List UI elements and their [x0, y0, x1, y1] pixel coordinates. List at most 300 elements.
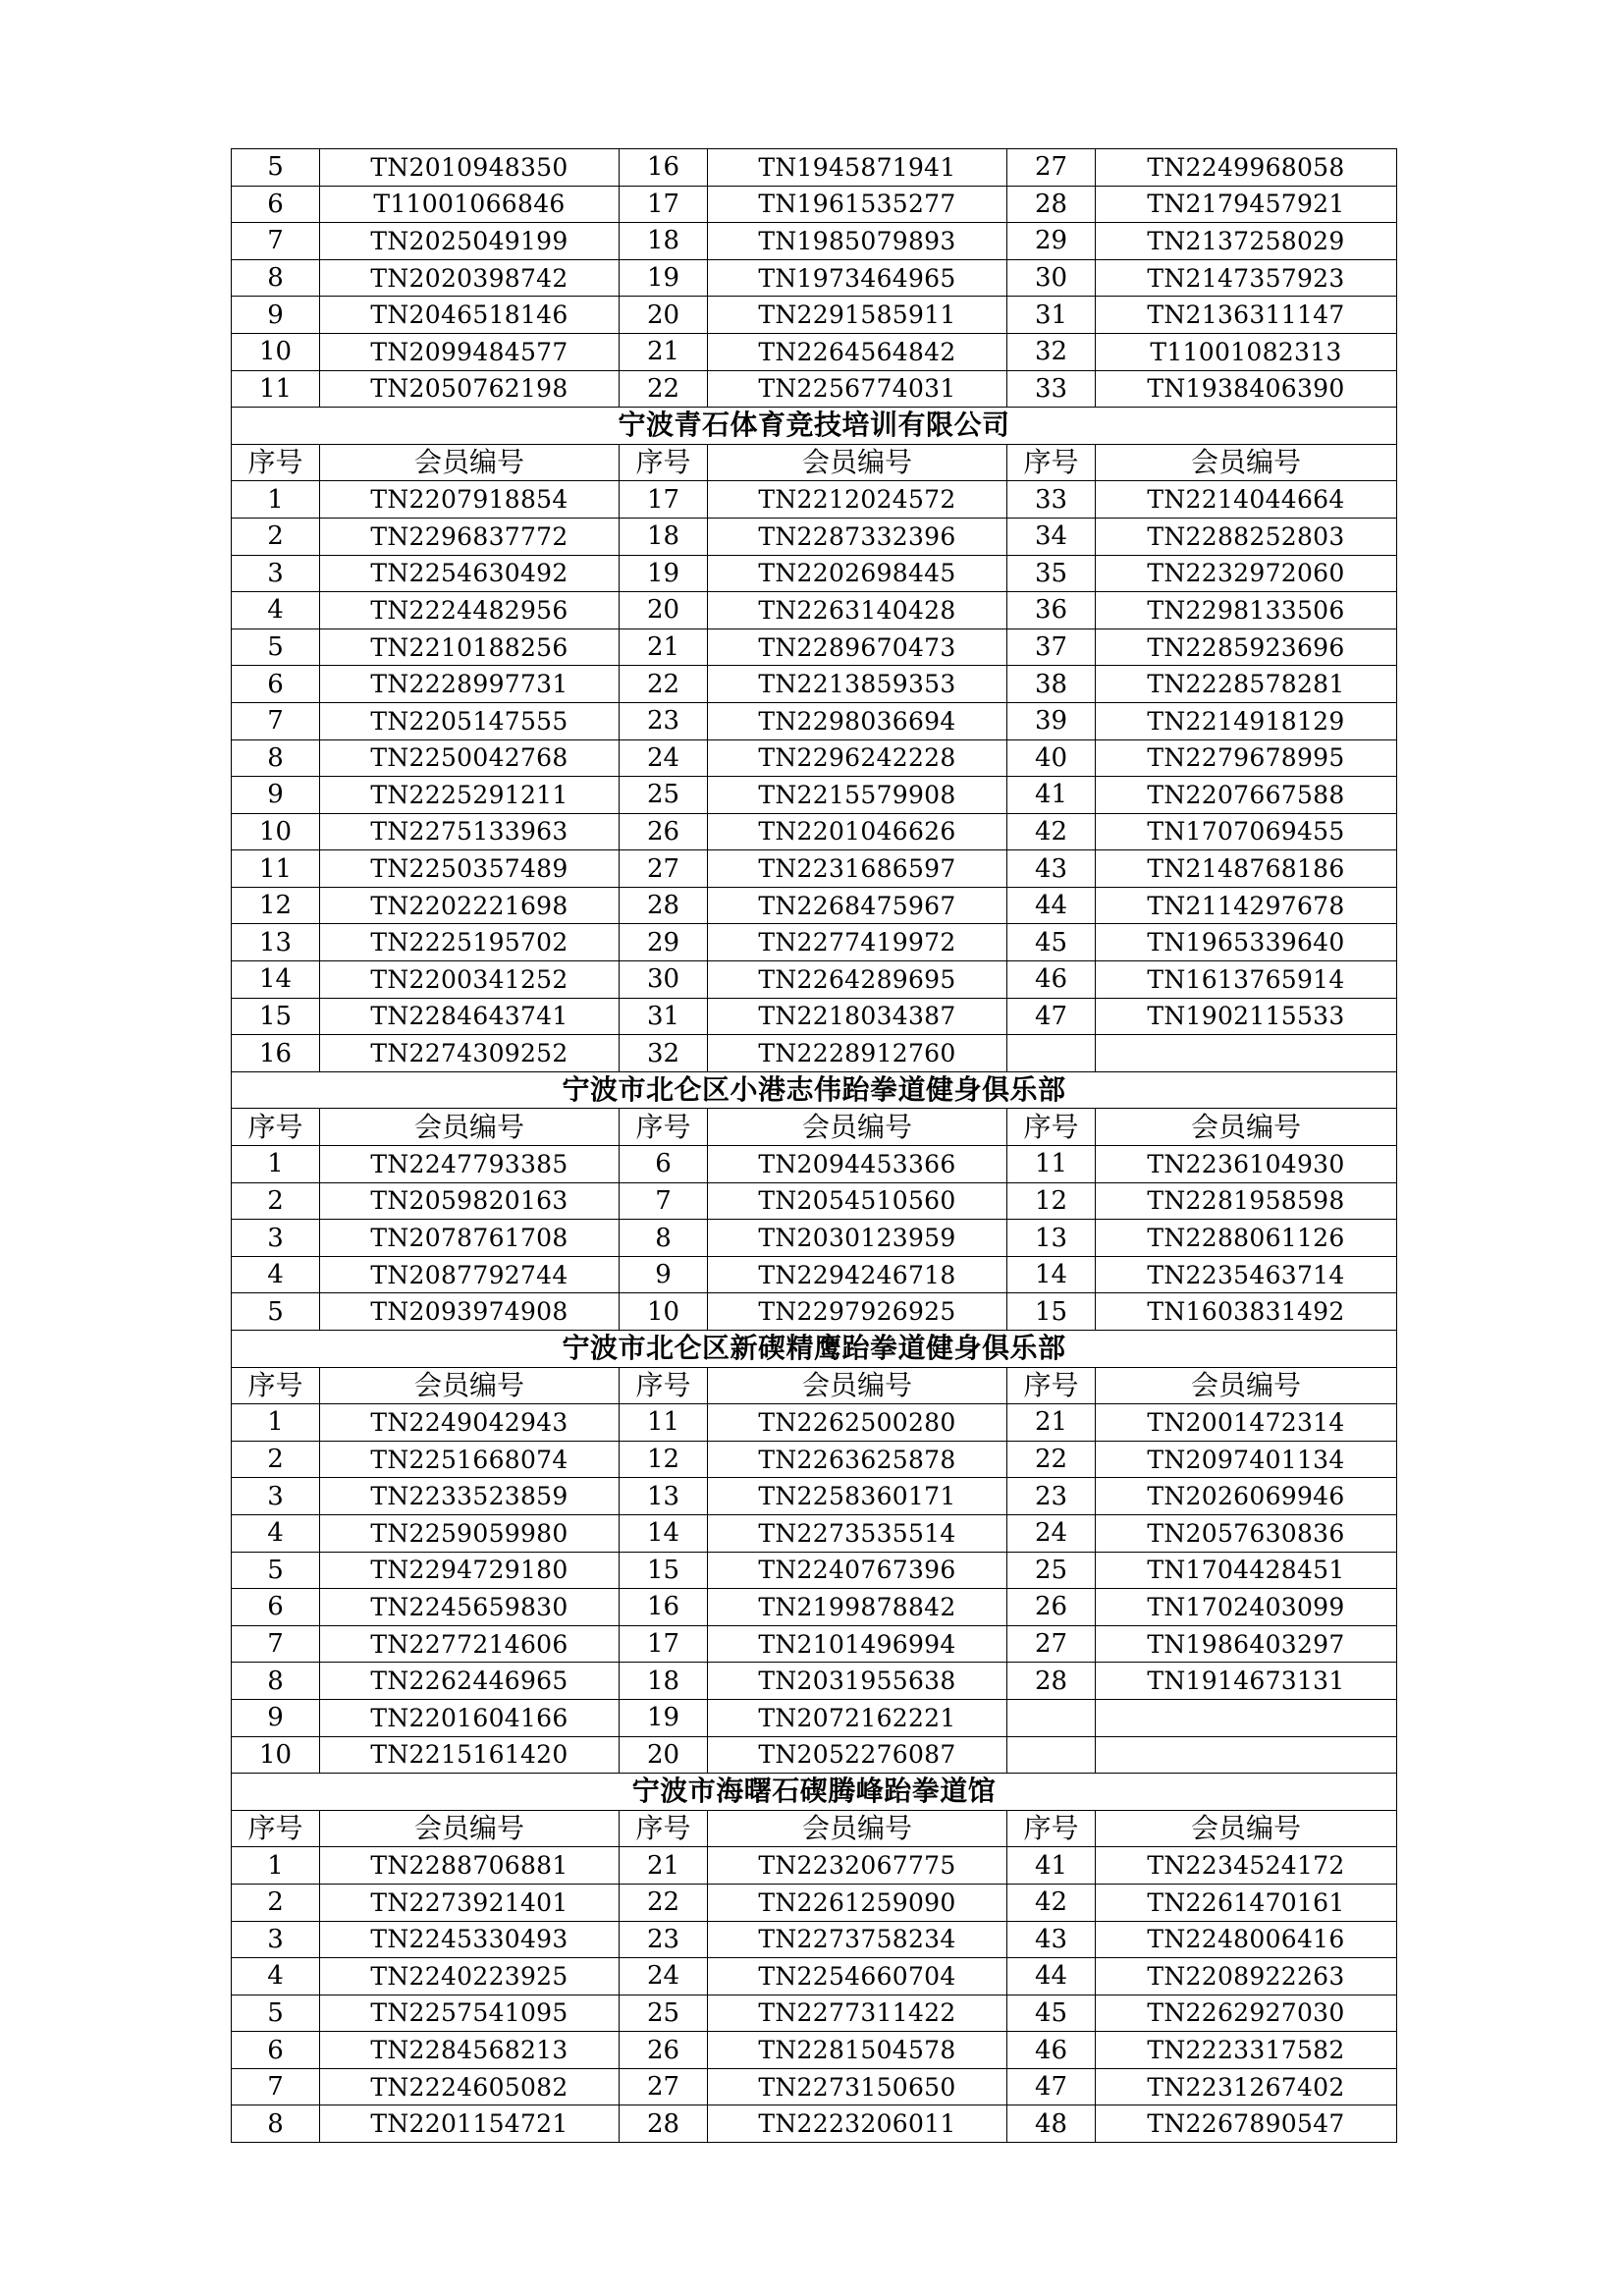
serial-number-cell: 16	[620, 1589, 708, 1626]
serial-number-cell: 7	[232, 2068, 320, 2105]
section-title: 宁波青石体育竞技培训有限公司	[232, 408, 1397, 445]
member-id-cell: TN2214044664	[1096, 481, 1397, 519]
member-id-cell: TN2001472314	[1096, 1404, 1397, 1442]
serial-number-cell: 38	[1007, 666, 1096, 703]
member-id-cell: TN1902115533	[1096, 998, 1397, 1035]
serial-number-cell: 25	[620, 1995, 708, 2032]
serial-number-cell: 24	[620, 739, 708, 777]
serial-number-cell: 19	[620, 259, 708, 297]
serial-number-cell: 14	[1007, 1256, 1096, 1293]
serial-number-cell: 9	[620, 1256, 708, 1293]
member-id-cell: TN2284643741	[320, 998, 620, 1035]
member-id-cell: TN2137258029	[1096, 223, 1397, 260]
member-id-cell: TN2250357489	[320, 850, 620, 888]
serial-number-cell: 16	[620, 149, 708, 187]
table-row	[232, 1441, 1397, 1478]
serial-number-cell: 16	[232, 1035, 320, 1072]
member-id-cell: TN2245330493	[320, 1921, 620, 1958]
serial-number-cell: 26	[1007, 1589, 1096, 1626]
member-id-cell: TN2261470161	[1096, 1884, 1397, 1921]
serial-number-cell: 43	[1007, 850, 1096, 888]
header-member-id: 会员编号	[708, 1109, 1007, 1146]
header-serial-number: 序号	[620, 444, 708, 481]
member-id-cell: TN2262446965	[320, 1663, 620, 1700]
member-id-cell: TN2097401134	[1096, 1441, 1397, 1478]
member-id-cell: TN2228912760	[708, 1035, 1007, 1072]
member-id-cell: TN2208922263	[1096, 1958, 1397, 1995]
serial-number-cell: 27	[1007, 1625, 1096, 1663]
member-id-cell: TN2057630836	[1096, 1514, 1397, 1552]
member-id-cell: TN2298133506	[1096, 592, 1397, 629]
serial-number-cell: 22	[1007, 1441, 1096, 1478]
header-member-id: 会员编号	[1096, 1109, 1397, 1146]
member-id-cell	[1096, 1699, 1397, 1736]
member-id-cell: TN2273535514	[708, 1514, 1007, 1552]
member-id-cell: TN2275133963	[320, 813, 620, 850]
serial-number-cell	[1007, 1736, 1096, 1774]
serial-number-cell	[1007, 1035, 1096, 1072]
serial-number-cell: 19	[620, 1699, 708, 1736]
member-id-cell: TN2284568213	[320, 2032, 620, 2069]
member-id-cell: TN2212024572	[708, 481, 1007, 519]
serial-number-cell: 9	[232, 1699, 320, 1736]
serial-number-cell: 43	[1007, 1921, 1096, 1958]
member-id-cell: TN2264289695	[708, 961, 1007, 999]
serial-number-cell: 3	[232, 1220, 320, 1257]
serial-number-cell: 47	[1007, 998, 1096, 1035]
serial-number-cell: 40	[1007, 739, 1096, 777]
serial-number-cell: 6	[620, 1146, 708, 1183]
member-id-cell: TN2285923696	[1096, 629, 1397, 666]
member-id-cell: TN2201046626	[708, 813, 1007, 850]
member-id-cell: TN2200341252	[320, 961, 620, 999]
table-row	[232, 1182, 1397, 1220]
header-member-id: 会员编号	[320, 444, 620, 481]
member-id-cell: TN2072162221	[708, 1699, 1007, 1736]
member-id-cell: TN2294246718	[708, 1256, 1007, 1293]
serial-number-cell: 6	[232, 666, 320, 703]
serial-number-cell: 31	[620, 998, 708, 1035]
member-id-cell: TN2020398742	[320, 259, 620, 297]
member-id-cell: TN2249042943	[320, 1404, 620, 1442]
serial-number-cell: 24	[620, 1958, 708, 1995]
serial-number-cell: 5	[232, 149, 320, 187]
serial-number-cell: 5	[232, 629, 320, 666]
table-row	[232, 1146, 1397, 1183]
serial-number-cell: 6	[232, 186, 320, 223]
serial-number-cell: 12	[620, 1441, 708, 1478]
member-id-cell: TN2136311147	[1096, 297, 1397, 334]
serial-number-cell: 1	[232, 1847, 320, 1885]
member-id-cell: TN2277214606	[320, 1625, 620, 1663]
serial-number-cell: 33	[1007, 370, 1096, 408]
serial-number-cell: 29	[1007, 223, 1096, 260]
member-id-cell: TN2233523859	[320, 1478, 620, 1515]
member-id-cell: TN2224605082	[320, 2068, 620, 2105]
serial-number-cell: 11	[232, 850, 320, 888]
serial-number-cell: 2	[232, 1182, 320, 1220]
member-id-cell: TN2298036694	[708, 702, 1007, 739]
table-row	[232, 297, 1397, 334]
member-id-cell: TN2297926925	[708, 1293, 1007, 1331]
serial-number-cell: 4	[232, 1514, 320, 1552]
member-id-cell: TN2093974908	[320, 1293, 620, 1331]
member-id-cell: T11001066846	[320, 186, 620, 223]
member-id-cell: TN2273758234	[708, 1921, 1007, 1958]
member-id-cell: TN2277311422	[708, 1995, 1007, 2032]
table-row	[232, 813, 1397, 850]
serial-number-cell: 2	[232, 518, 320, 555]
serial-number-cell: 20	[620, 297, 708, 334]
table-row	[232, 223, 1397, 260]
table-row	[232, 739, 1397, 777]
serial-number-cell: 17	[620, 481, 708, 519]
serial-number-cell: 32	[1007, 333, 1096, 370]
member-id-cell: TN2287332396	[708, 518, 1007, 555]
serial-number-cell: 22	[620, 370, 708, 408]
serial-number-cell: 3	[232, 555, 320, 592]
member-id-cell: TN2223317582	[1096, 2032, 1397, 2069]
serial-number-cell: 15	[620, 1552, 708, 1589]
serial-number-cell: 31	[1007, 297, 1096, 334]
member-id-cell: TN2277419972	[708, 924, 1007, 961]
table-row	[232, 961, 1397, 999]
member-id-cell: TN2263625878	[708, 1441, 1007, 1478]
serial-number-cell: 35	[1007, 555, 1096, 592]
member-id-cell: TN2010948350	[320, 149, 620, 187]
serial-number-cell: 30	[620, 961, 708, 999]
serial-number-cell: 28	[1007, 186, 1096, 223]
table-row	[232, 887, 1397, 924]
table-row	[232, 1995, 1397, 2032]
serial-number-cell: 47	[1007, 2068, 1096, 2105]
serial-number-cell: 20	[620, 1736, 708, 1774]
table-row	[232, 481, 1397, 519]
header-member-id: 会员编号	[320, 1810, 620, 1847]
table-row	[232, 1478, 1397, 1515]
header-serial-number: 序号	[1007, 1810, 1096, 1847]
serial-number-cell: 34	[1007, 518, 1096, 555]
member-id-cell: TN2228997731	[320, 666, 620, 703]
serial-number-cell: 28	[620, 887, 708, 924]
serial-number-cell: 11	[1007, 1146, 1096, 1183]
table-row	[232, 2105, 1397, 2143]
serial-number-cell: 45	[1007, 1995, 1096, 2032]
serial-number-cell: 18	[620, 1663, 708, 1700]
member-roster-table	[231, 148, 1397, 2143]
serial-number-cell: 15	[232, 998, 320, 1035]
header-member-id: 会员编号	[708, 444, 1007, 481]
serial-number-cell: 41	[1007, 1847, 1096, 1885]
member-id-cell: TN2025049199	[320, 223, 620, 260]
serial-number-cell: 18	[620, 223, 708, 260]
member-id-cell: TN2236104930	[1096, 1146, 1397, 1183]
serial-number-cell: 10	[232, 813, 320, 850]
section-title: 宁波市北仑区新碶精鹰跆拳道健身俱乐部	[232, 1331, 1397, 1368]
serial-number-cell: 7	[232, 1625, 320, 1663]
member-id-cell: TN2094453366	[708, 1146, 1007, 1183]
table-row	[232, 370, 1397, 408]
member-id-cell: TN2296242228	[708, 739, 1007, 777]
section-title: 宁波市海曙石碶腾峰跆拳道馆	[232, 1774, 1397, 1811]
serial-number-cell: 9	[232, 297, 320, 334]
serial-number-cell: 6	[232, 2032, 320, 2069]
member-id-cell: TN2296837772	[320, 518, 620, 555]
serial-number-cell: 23	[620, 702, 708, 739]
section-title-row	[232, 408, 1397, 445]
table-row	[232, 2032, 1397, 2069]
table-row	[232, 1035, 1397, 1072]
member-id-cell	[1096, 1736, 1397, 1774]
serial-number-cell: 4	[232, 1958, 320, 1995]
member-id-cell: TN2087792744	[320, 1256, 620, 1293]
member-id-cell: TN2273150650	[708, 2068, 1007, 2105]
serial-number-cell: 46	[1007, 2032, 1096, 2069]
member-id-cell: TN2254630492	[320, 555, 620, 592]
member-id-cell: TN2263140428	[708, 592, 1007, 629]
section-title-row	[232, 1071, 1397, 1109]
member-id-cell: TN2254660704	[708, 1958, 1007, 1995]
member-id-cell: TN2179457921	[1096, 186, 1397, 223]
serial-number-cell: 14	[620, 1514, 708, 1552]
table-row	[232, 924, 1397, 961]
table-row	[232, 333, 1397, 370]
serial-number-cell: 1	[232, 1404, 320, 1442]
serial-number-cell: 23	[1007, 1478, 1096, 1515]
member-id-cell: TN2250042768	[320, 739, 620, 777]
serial-number-cell: 5	[232, 1995, 320, 2032]
member-id-cell: TN2258360171	[708, 1478, 1007, 1515]
serial-number-cell: 30	[1007, 259, 1096, 297]
header-serial-number: 序号	[232, 1810, 320, 1847]
member-id-cell: TN2054510560	[708, 1182, 1007, 1220]
member-id-cell: TN2031955638	[708, 1663, 1007, 1700]
header-serial-number: 序号	[620, 1109, 708, 1146]
serial-number-cell: 37	[1007, 629, 1096, 666]
header-member-id: 会员编号	[708, 1367, 1007, 1404]
member-id-cell: TN2215579908	[708, 777, 1007, 814]
member-id-cell: TN2232067775	[708, 1847, 1007, 1885]
serial-number-cell: 7	[620, 1182, 708, 1220]
member-id-cell: TN2259059980	[320, 1514, 620, 1552]
serial-number-cell: 42	[1007, 813, 1096, 850]
serial-number-cell: 2	[232, 1884, 320, 1921]
member-id-cell: TN2210188256	[320, 629, 620, 666]
serial-number-cell: 36	[1007, 592, 1096, 629]
serial-number-cell: 27	[620, 850, 708, 888]
serial-number-cell: 5	[232, 1293, 320, 1331]
table-row	[232, 1220, 1397, 1257]
table-row	[232, 1884, 1397, 1921]
serial-number-cell: 11	[232, 370, 320, 408]
table-row	[232, 998, 1397, 1035]
column-header-row	[232, 1810, 1397, 1847]
member-id-cell: TN2234524172	[1096, 1847, 1397, 1885]
table-row	[232, 1736, 1397, 1774]
serial-number-cell: 44	[1007, 887, 1096, 924]
member-id-cell: TN2256774031	[708, 370, 1007, 408]
table-row	[232, 1847, 1397, 1885]
serial-number-cell: 7	[232, 702, 320, 739]
member-id-cell: TN2148768186	[1096, 850, 1397, 888]
member-id-cell: TN1613765914	[1096, 961, 1397, 999]
table-row	[232, 666, 1397, 703]
serial-number-cell: 11	[620, 1404, 708, 1442]
section-title-row	[232, 1774, 1397, 1811]
serial-number-cell: 27	[1007, 149, 1096, 187]
serial-number-cell: 8	[232, 2105, 320, 2143]
table-row	[232, 702, 1397, 739]
serial-number-cell: 21	[1007, 1404, 1096, 1442]
member-id-cell: TN2274309252	[320, 1035, 620, 1072]
table-row	[232, 149, 1397, 187]
table-row	[232, 259, 1397, 297]
member-id-cell: TN2026069946	[1096, 1478, 1397, 1515]
member-id-cell: TN2261259090	[708, 1884, 1007, 1921]
member-id-cell: TN2288061126	[1096, 1220, 1397, 1257]
table-row	[232, 555, 1397, 592]
member-id-cell: TN2213859353	[708, 666, 1007, 703]
member-id-cell: TN2288706881	[320, 1847, 620, 1885]
header-serial-number: 序号	[620, 1810, 708, 1847]
member-id-cell: TN1986403297	[1096, 1625, 1397, 1663]
header-member-id: 会员编号	[708, 1810, 1007, 1847]
member-id-cell: TN2114297678	[1096, 887, 1397, 924]
header-member-id: 会员编号	[1096, 1810, 1397, 1847]
column-header-row	[232, 1109, 1397, 1146]
member-id-cell: TN2030123959	[708, 1220, 1007, 1257]
member-id-cell: TN1702403099	[1096, 1589, 1397, 1626]
table-row	[232, 1552, 1397, 1589]
member-id-cell: TN2078761708	[320, 1220, 620, 1257]
header-serial-number: 序号	[1007, 1367, 1096, 1404]
serial-number-cell: 10	[232, 333, 320, 370]
member-id-cell: TN2281504578	[708, 2032, 1007, 2069]
member-id-cell: TN2202698445	[708, 555, 1007, 592]
member-id-cell: TN1965339640	[1096, 924, 1397, 961]
member-id-cell: TN2231686597	[708, 850, 1007, 888]
serial-number-cell: 13	[232, 924, 320, 961]
roster-body	[232, 149, 1397, 2143]
table-row	[232, 1921, 1397, 1958]
member-id-cell: TN2046518146	[320, 297, 620, 334]
serial-number-cell: 10	[620, 1293, 708, 1331]
serial-number-cell: 29	[620, 924, 708, 961]
member-id-cell: TN2249968058	[1096, 149, 1397, 187]
member-id-cell: TN2267890547	[1096, 2105, 1397, 2143]
member-id-cell: TN2223206011	[708, 2105, 1007, 2143]
member-id-cell: TN1945871941	[708, 149, 1007, 187]
serial-number-cell: 25	[620, 777, 708, 814]
member-id-cell: TN2205147555	[320, 702, 620, 739]
member-id-cell: TN2279678995	[1096, 739, 1397, 777]
serial-number-cell: 7	[232, 223, 320, 260]
serial-number-cell: 9	[232, 777, 320, 814]
table-row	[232, 1256, 1397, 1293]
serial-number-cell: 13	[1007, 1220, 1096, 1257]
table-row	[232, 1699, 1397, 1736]
member-id-cell: TN2257541095	[320, 1995, 620, 2032]
member-id-cell: TN2245659830	[320, 1589, 620, 1626]
member-id-cell: TN2251668074	[320, 1441, 620, 1478]
member-id-cell: TN2099484577	[320, 333, 620, 370]
serial-number-cell	[1007, 1699, 1096, 1736]
serial-number-cell: 27	[620, 2068, 708, 2105]
serial-number-cell: 44	[1007, 1958, 1096, 1995]
member-id-cell: TN2147357923	[1096, 259, 1397, 297]
member-id-cell: TN2289670473	[708, 629, 1007, 666]
member-id-cell: TN2101496994	[708, 1625, 1007, 1663]
member-id-cell: TN2207918854	[320, 481, 620, 519]
serial-number-cell: 48	[1007, 2105, 1096, 2143]
member-id-cell: TN2050762198	[320, 370, 620, 408]
serial-number-cell: 13	[620, 1478, 708, 1515]
member-id-cell: TN2262927030	[1096, 1995, 1397, 2032]
table-row	[232, 1663, 1397, 1700]
member-id-cell: TN2240767396	[708, 1552, 1007, 1589]
serial-number-cell: 8	[232, 1663, 320, 1700]
member-id-cell: TN1704428451	[1096, 1552, 1397, 1589]
table-row	[232, 1625, 1397, 1663]
table-row	[232, 777, 1397, 814]
header-serial-number: 序号	[232, 444, 320, 481]
member-id-cell	[1096, 1035, 1397, 1072]
member-id-cell: TN1973464965	[708, 259, 1007, 297]
serial-number-cell: 24	[1007, 1514, 1096, 1552]
member-id-cell: TN2231267402	[1096, 2068, 1397, 2105]
table-row	[232, 1589, 1397, 1626]
serial-number-cell: 5	[232, 1552, 320, 1589]
serial-number-cell: 41	[1007, 777, 1096, 814]
header-serial-number: 序号	[620, 1367, 708, 1404]
section-title-row	[232, 1331, 1397, 1368]
member-id-cell: TN1914673131	[1096, 1663, 1397, 1700]
serial-number-cell: 4	[232, 1256, 320, 1293]
serial-number-cell: 18	[620, 518, 708, 555]
member-id-cell: TN2218034387	[708, 998, 1007, 1035]
member-id-cell: TN2240223925	[320, 1958, 620, 1995]
table-row	[232, 1404, 1397, 1442]
member-id-cell: TN2225291211	[320, 777, 620, 814]
serial-number-cell: 4	[232, 592, 320, 629]
member-id-cell: TN2247793385	[320, 1146, 620, 1183]
member-id-cell: TN2235463714	[1096, 1256, 1397, 1293]
serial-number-cell: 21	[620, 1847, 708, 1885]
table-row	[232, 186, 1397, 223]
table-row	[232, 592, 1397, 629]
serial-number-cell: 1	[232, 1146, 320, 1183]
serial-number-cell: 32	[620, 1035, 708, 1072]
serial-number-cell: 46	[1007, 961, 1096, 999]
header-serial-number: 序号	[1007, 1109, 1096, 1146]
member-id-cell: TN2224482956	[320, 592, 620, 629]
serial-number-cell: 26	[620, 813, 708, 850]
header-serial-number: 序号	[1007, 444, 1096, 481]
serial-number-cell: 39	[1007, 702, 1096, 739]
serial-number-cell: 3	[232, 1478, 320, 1515]
serial-number-cell: 17	[620, 186, 708, 223]
member-id-cell: TN2291585911	[708, 297, 1007, 334]
member-id-cell: TN2262500280	[708, 1404, 1007, 1442]
member-id-cell: TN2232972060	[1096, 555, 1397, 592]
member-id-cell: TN2199878842	[708, 1589, 1007, 1626]
member-id-cell: TN2281958598	[1096, 1182, 1397, 1220]
serial-number-cell: 21	[620, 333, 708, 370]
serial-number-cell: 17	[620, 1625, 708, 1663]
serial-number-cell: 23	[620, 1921, 708, 1958]
serial-number-cell: 28	[1007, 1663, 1096, 1700]
header-member-id: 会员编号	[1096, 1367, 1397, 1404]
